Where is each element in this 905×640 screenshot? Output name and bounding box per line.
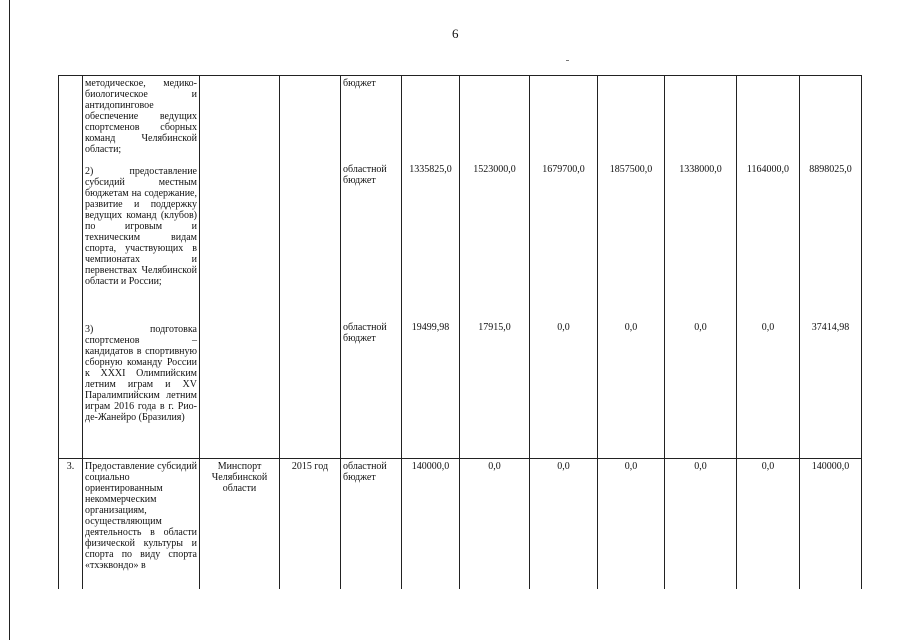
description-text: Предоставление субсидий социально ориентированным некоммерческим организациям, осуществляющим деятельность в области физической культуры и спорта по виду спорта «тхэквондо» в [85,461,197,571]
description-text: методическое, медико-биологическое и антидопинговое обеспечение ведущих спортсменов сборных команд Челябинской области; [85,78,197,155]
value-cell: 0,0 [665,459,737,589]
scan-speck [566,60,569,61]
executor-cell: Минспорт Челябинской области [200,459,280,589]
value-cell [598,76,665,459]
value: 1338000,0 [679,164,722,175]
value: 19499,98 [411,322,450,333]
funding-source-cell: областной бюджет [341,459,402,589]
value: 0,0 [761,322,775,333]
description-text: 3) подготовка спортсменов – кандидатов в спортивную сборную команду России к XXXI Олимпийским летним играм и XV Паралимпийским летним играм 2016 года в г. Рио-де-Жанейро (Бразилия) [85,324,197,423]
description-cell [83,459,200,589]
period-cell [280,76,341,459]
funding-source: областной бюджет [343,164,387,186]
row-number-cell [59,76,83,459]
value-cell [460,76,530,459]
value: 17915,0 [478,322,511,333]
value: 1857500,0 [609,164,653,175]
value: 37414,98 [811,322,850,333]
value-cell: 140000,0 [800,459,862,589]
value: 1335825,0 [409,164,452,175]
description-text: 2) предоставление субсидий местным бюджетам на содержание, развитие и поддержку ведущих команд (клубов) по игровым и техническим видам спорта, участвующих в чемпионатах и первенствах Челябинской области и России; [85,166,197,287]
program-table [58,75,862,589]
row-number-cell: 3. [59,459,83,589]
value: 0,0 [694,322,707,333]
value-cell [665,76,737,459]
value-cell: 140000,0 [402,459,460,589]
value: 1679700,0 [542,164,585,175]
value: 1164000,0 [746,164,790,175]
value-cell [800,76,862,459]
value-cell [737,76,800,459]
funding-source-cell [341,76,402,459]
page-number: 6 [452,26,459,41]
period-cell: 2015 год [280,459,341,589]
funding-source: областной бюджет [343,322,387,344]
value: 0,0 [624,322,638,333]
value-cell [530,76,598,459]
value: 8898025,0 [809,164,852,175]
value: 0,0 [557,322,570,333]
value-cell [402,76,460,459]
value-cell: 0,0 [460,459,530,589]
description-cell [83,76,200,459]
table-row [59,76,862,459]
value-cell: 0,0 [598,459,665,589]
value: 1523000,0 [473,164,516,175]
funding-source: бюджет [343,78,376,89]
table-row [59,459,862,589]
page-left-rule [9,0,10,640]
value-cell: 0,0 [530,459,598,589]
value-cell: 0,0 [737,459,800,589]
executor-cell [200,76,280,459]
